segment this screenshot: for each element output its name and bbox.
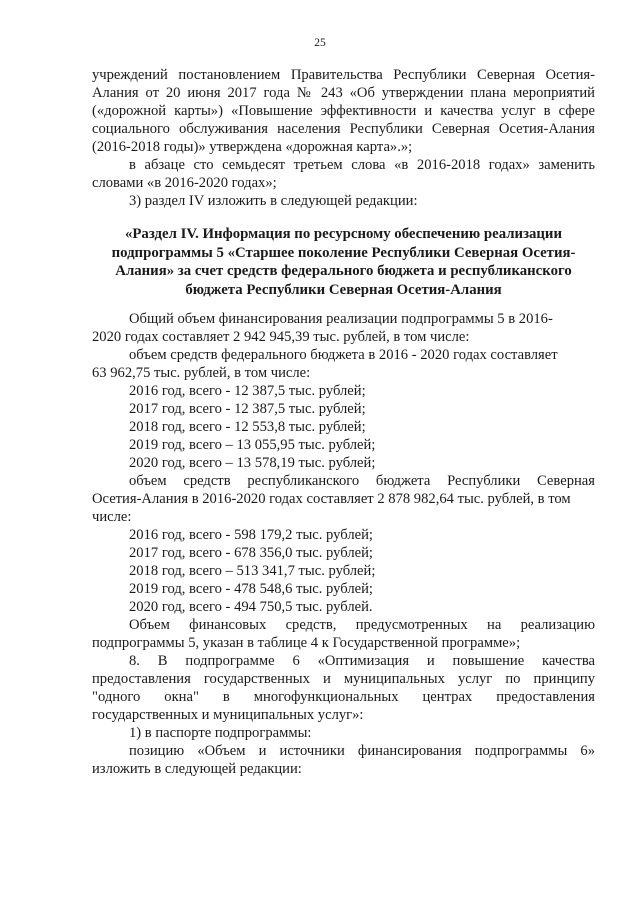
paragraph-section-iv [92,192,595,210]
text-line: предоставления государственных и муниципальных услуг по принципу [92,671,595,687]
list-item: 2020 год, всего – 13 578,19 тыс. рублей; [129,455,376,471]
text-line: подпрограммы 5, указан в таблице 4 к Государственной программе»; [92,635,521,651]
list-item: 2016 год, всего - 598 179,2 тыс. рублей; [129,527,373,543]
text-line: числе: [92,509,132,525]
paragraph-roadmap [92,66,595,156]
list-item: 2020 год, всего - 494 750,5 тыс. рублей. [129,599,373,615]
list-item: 2017 год, всего - 678 356,0 тыс. рублей; [129,545,373,561]
paragraph-federal-budget [92,346,595,382]
republic-years-list [92,526,595,616]
list-item: 2017 год, всего - 12 387,5 тыс. рублей; [129,401,366,417]
text-line: 3) раздел IV изложить в следующей редакции: [129,193,418,209]
text-line: 2020 годах составляет 2 942 945,39 тыс. рублей, в том числе: [92,329,470,345]
text-line: изложить в следующей редакции: [92,761,302,777]
list-item: 2016 год, всего - 12 387,5 тыс. рублей; [129,383,366,399]
text-line: словами «в 2016-2020 годах»; [92,175,277,191]
list-item: 2018 год, всего - 12 553,8 тыс. рублей; [129,419,366,435]
paragraph-republic-budget [92,472,595,526]
text-line: 63 962,75 тыс. рублей, в том числе: [92,365,311,381]
paragraph-total-funding [92,310,595,346]
text-line: государственных и муниципальных услуг»: [92,707,364,723]
paragraph-funds-volume [92,616,595,652]
text-line: учреждений постановлением Правительства Республики Северная Осетия- [92,67,595,83]
paragraph-item-8 [92,652,595,724]
heading-line: бюджета Республики Северная Осетия-Алания [185,281,502,298]
federal-years-list [92,382,595,472]
list-item: 2019 год, всего – 13 055,95 тыс. рублей; [129,437,376,453]
text-line: объем средств федерального бюджета в 2016 - 2020 годах составляет [129,347,558,363]
heading-line: «Раздел IV. Информация по ресурсному обеспечению реализации [125,226,562,242]
text-line: (2016-2018 годы)» утверждена «дорожная карта».»; [92,139,413,155]
text-line: 1) в паспорте подпрограммы: [129,725,312,741]
page-number: 25 [314,37,326,49]
text-line: («дорожной карты») «Повышение эффективности и качества услуг в сфере [92,103,595,119]
paragraph-position [92,742,595,778]
list-item: 2019 год, всего - 478 548,6 тыс. рублей; [129,581,373,597]
paragraph-replace-words-cont [92,174,595,192]
section-heading [92,225,595,299]
text-line: "одного окна" в многофункциональных центрах предоставления [92,689,595,705]
text-line: в абзаце сто семьдесят третьем слова «в 2016-2018 годах» заменить [129,157,595,173]
text-line: Осетия-Алания в 2016-2020 годах составляет 2 878 982,64 тыс. рублей, в том [92,491,571,507]
paragraph-passport [92,724,595,742]
body-block [92,310,595,778]
heading-line: Алания» за счет средств федерального бюджета и республиканского [115,263,572,279]
list-item: 2018 год, всего – 513 341,7 тыс. рублей; [129,563,376,579]
text-line: социального обслуживания населения Республики Северная Осетия-Алания [92,121,595,137]
text-line: позицию «Объем и источники финансирования подпрограммы 6» [129,743,595,759]
text-line: 8. В подпрограмме 6 «Оптимизация и повышение качества [129,653,595,669]
heading-line: подпрограммы 5 «Старшее поколение Республики Северная Осетия- [111,244,576,261]
intro-block [92,66,595,210]
text-line: Объем финансовых средств, предусмотренных на реализацию [129,617,595,633]
text-line: объем средств республиканского бюджета Республики Северная [129,473,595,489]
text-line: Общий объем финансирования реализации подпрограммы 5 в 2016- [129,311,553,327]
paragraph-replace-words [92,156,595,174]
text-line: Алания от 20 июня 2017 года № 243 «Об утверждении плана мероприятий [92,85,595,101]
